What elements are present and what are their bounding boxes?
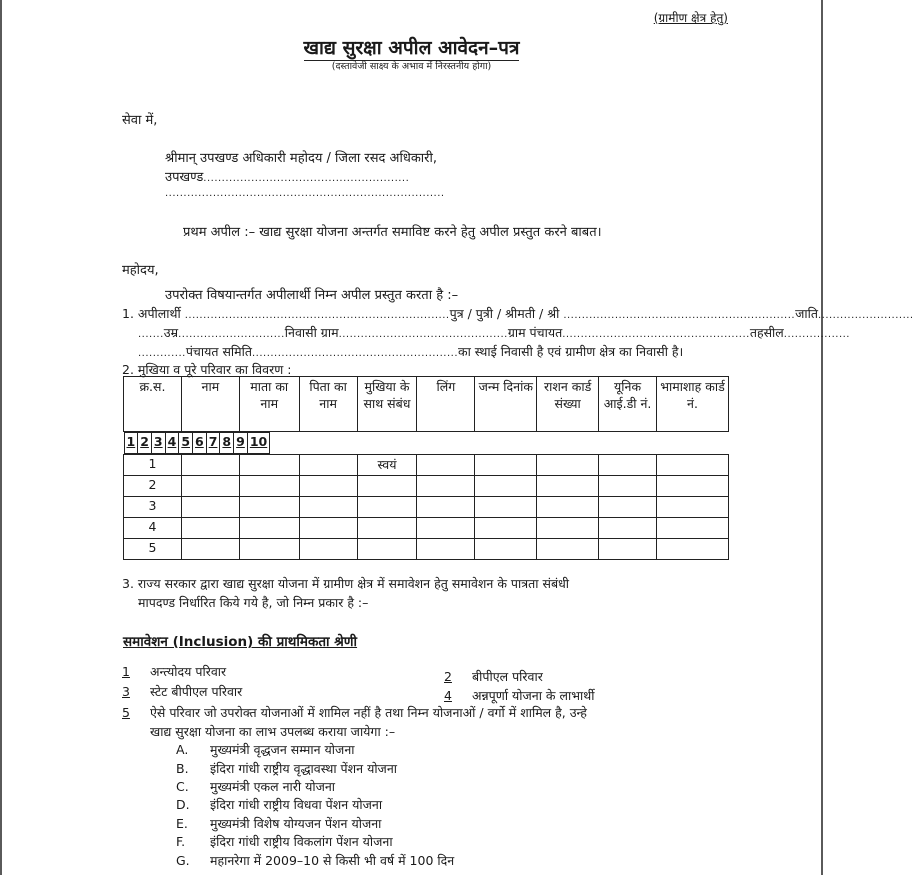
applicant-name-field[interactable]: ........................................................................	[184, 310, 450, 321]
row-serial: 5	[124, 539, 182, 560]
relation-label: पुत्र / पुत्री / श्रीमती / श्री	[449, 306, 560, 321]
table-cell[interactable]	[299, 497, 357, 518]
table-cell[interactable]	[599, 539, 657, 560]
relation-cell[interactable]	[357, 539, 417, 560]
table-cell[interactable]	[181, 497, 239, 518]
scheme-e	[176, 815, 381, 832]
scheme-key: F.	[176, 834, 186, 849]
table-cell[interactable]	[239, 497, 299, 518]
applicant-label: 1. अपीलार्थी	[122, 306, 181, 321]
column-number: 4	[165, 433, 179, 454]
column-number: 9	[234, 433, 248, 454]
scheme-f	[176, 833, 393, 850]
table-header-row	[124, 377, 729, 432]
table-cell[interactable]	[657, 476, 729, 497]
criteria-line-2: मापदण्ड निर्धारित किये गये है, जो निम्न प्रकार है :–	[138, 595, 369, 610]
column-number: 6	[193, 433, 207, 454]
item-text: बीपीएल परिवार	[472, 669, 543, 684]
col-header: क्र.स.	[124, 377, 182, 432]
table-cell[interactable]	[475, 539, 537, 560]
col-header: लिंग	[417, 377, 475, 432]
table-cell[interactable]	[417, 518, 475, 539]
scheme-g	[176, 852, 454, 869]
gram-panchayat-label: ग्राम पंचायत	[507, 325, 563, 340]
column-number: 8	[220, 433, 234, 454]
table-cell[interactable]	[475, 518, 537, 539]
column-number: 7	[206, 433, 220, 454]
inclusion-item-3	[122, 683, 242, 700]
item-text: स्टेट बीपीएल परिवार	[150, 684, 243, 699]
village-label: निवासी ग्राम	[284, 325, 339, 340]
table-cell[interactable]	[657, 497, 729, 518]
family-details-table	[123, 376, 729, 560]
col-header: नाम	[181, 377, 239, 432]
table-cell[interactable]	[537, 455, 599, 476]
address-subdivision	[165, 167, 409, 185]
item-text: ऐसे परिवार जो उपरोक्त योजनाओं में शामिल नहीं है तथा निम्न योजनाओं / वर्गो में शामिल है, उन्हे	[150, 705, 587, 720]
col-header: राशन कार्ड संख्या	[537, 377, 599, 432]
table-cell[interactable]	[417, 455, 475, 476]
scheme-key: E.	[176, 816, 188, 831]
inclusion-item-2	[444, 668, 543, 685]
scheme-text: मुख्यमंत्री एकल नारी योजना	[210, 779, 336, 794]
table-cell[interactable]	[239, 476, 299, 497]
inclusion-heading: समावेशन (Inclusion) की प्राथमिकता श्रेणी	[123, 634, 358, 650]
gram-panchayat-field[interactable]: ...................................................	[562, 329, 750, 340]
relation-cell[interactable]	[357, 497, 417, 518]
table-cell[interactable]	[417, 539, 475, 560]
table-cell[interactable]	[657, 539, 729, 560]
table-cell[interactable]	[299, 539, 357, 560]
address-line-field[interactable]: ............................................................................	[165, 188, 445, 199]
column-number: 2	[138, 433, 152, 454]
table-cell[interactable]	[239, 455, 299, 476]
applicant-line-2	[138, 324, 850, 341]
table-cell[interactable]	[299, 476, 357, 497]
scheme-b	[176, 760, 397, 777]
scheme-text: मुख्यमंत्री वृद्धजन सम्मान योजना	[210, 742, 355, 757]
area-tag: (ग्रामीण क्षेत्र हेतु)	[653, 11, 728, 25]
caste-label: जाति	[795, 306, 818, 321]
table-cell[interactable]	[657, 518, 729, 539]
row-serial: 3	[124, 497, 182, 518]
form-title-text: खाद्य सुरक्षा अपील आवेदन–पत्र	[303, 37, 520, 59]
table-row	[124, 497, 729, 518]
scheme-key: D.	[176, 797, 190, 812]
item-number: 1	[122, 664, 130, 679]
panchayat-samiti-prefix-dots: .............	[138, 348, 186, 359]
relation-cell[interactable]: स्वयं	[357, 455, 417, 476]
table-cell[interactable]	[475, 497, 537, 518]
table-cell[interactable]	[239, 518, 299, 539]
salutation: महोदय,	[122, 263, 159, 278]
panchayat-samiti-field[interactable]: ........................................................	[251, 348, 458, 359]
table-cell[interactable]	[475, 476, 537, 497]
village-field[interactable]: ..............................................	[338, 329, 508, 340]
table-cell[interactable]	[181, 539, 239, 560]
scheme-text: मुख्यमंत्री विशेष योग्यजन पेंशन योजना	[210, 816, 382, 831]
table-cell[interactable]	[599, 497, 657, 518]
table-cell[interactable]	[417, 497, 475, 518]
criteria-line-1: 3. राज्य सरकार द्वारा खाद्य सुरक्षा योजना में ग्रामीण क्षेत्र में समावेशन हेतु समावेशन के पात्रता संबंधी	[122, 576, 570, 591]
scheme-d	[176, 796, 382, 813]
row-serial: 1	[124, 455, 182, 476]
column-number: 1	[124, 433, 138, 454]
table-cell[interactable]	[239, 539, 299, 560]
applicant-line-1	[122, 305, 914, 322]
col-header: मुखिया के साथ संबंध	[357, 377, 417, 432]
scheme-key: B.	[176, 761, 189, 776]
scheme-a	[176, 741, 355, 758]
table-cell[interactable]	[599, 455, 657, 476]
relation-cell[interactable]	[357, 476, 417, 497]
column-number: 10	[247, 433, 269, 454]
col-header: यूनिक आई.डी नं.	[599, 377, 657, 432]
table-row	[124, 518, 729, 539]
subdivision-label: उपखण्ड	[165, 170, 204, 185]
age-field[interactable]: .............................	[178, 329, 285, 340]
table-cell[interactable]	[599, 518, 657, 539]
parent-name-field[interactable]: ...............................................................	[563, 310, 796, 321]
family-details-label: 2. मुखिया व पूरे परिवार का विवरण :	[122, 362, 292, 377]
col-header: माता का नाम	[239, 377, 299, 432]
scheme-text: इंदिरा गांधी राष्ट्रीय विकलांग पेंशन योजना	[210, 834, 393, 849]
scheme-key: C.	[176, 779, 189, 794]
scheme-text: इंदिरा गांधी राष्ट्रीय वृद्धावस्था पेंशन योजना	[210, 761, 398, 776]
relation-cell[interactable]	[357, 518, 417, 539]
table-row	[124, 476, 729, 497]
address-officer: श्रीमान् उपखण्ड अधिकारी महोदय / जिला रसद अधिकारी,	[165, 151, 437, 166]
table-cell[interactable]	[537, 476, 599, 497]
resident-statement: का स्थाई निवासी है एवं ग्रामीण क्षेत्र का निवासी है।	[458, 344, 684, 359]
item-number: 3	[122, 684, 130, 699]
scheme-key: A.	[176, 742, 189, 757]
subject-line: प्रथम अपील :– खाद्य सुरक्षा योजना अन्तर्गत समाविष्ट करने हेतु अपील प्रस्तुत करने बाबत।	[183, 225, 602, 240]
table-cell[interactable]	[181, 518, 239, 539]
item-number: 5	[122, 705, 130, 720]
intro-line: उपरोक्त विषयान्तर्गत अपीलार्थी निम्न अपील प्रस्तुत करता है :–	[165, 288, 459, 303]
column-number: 5	[179, 433, 193, 454]
scheme-text: महानरेगा में 2009–10 से किसी भी वर्ष में 100 दिन	[210, 853, 455, 868]
tehsil-field[interactable]: ..................	[783, 329, 850, 340]
scheme-text: इंदिरा गांधी राष्ट्रीय विधवा पेंशन योजना	[210, 797, 383, 812]
table-row	[124, 539, 729, 560]
table-cell[interactable]	[599, 476, 657, 497]
table-cell[interactable]	[181, 455, 239, 476]
col-header: पिता का नाम	[299, 377, 357, 432]
inclusion-item-5-cont: खाद्य सुरक्षा योजना का लाभ उपलब्ध कराया जायेगा :–	[150, 724, 396, 739]
column-number-row	[124, 432, 152, 454]
table-cell[interactable]	[417, 476, 475, 497]
inclusion-item-1	[122, 663, 226, 680]
item-text: अन्नपूर्णा योजना के लाभार्थी	[472, 688, 595, 703]
address-to: सेवा में,	[122, 113, 158, 128]
tehsil-label: तहसील	[749, 325, 784, 340]
scheme-key: G.	[176, 853, 190, 868]
applicant-line-3	[138, 343, 683, 360]
table-cell[interactable]	[657, 455, 729, 476]
panchayat-samiti-label: पंचायत समिति	[185, 344, 252, 359]
table-row	[124, 455, 729, 476]
form-title	[0, 34, 823, 60]
column-number: 3	[151, 433, 165, 454]
item-number: 2	[444, 669, 452, 684]
table-cell[interactable]	[299, 455, 357, 476]
table-cell[interactable]	[475, 455, 537, 476]
subdivision-field[interactable]: ........................................................	[203, 173, 410, 184]
age-label: उम्र	[163, 325, 179, 340]
caste-field[interactable]: ..........................	[817, 310, 914, 321]
form-subtitle: (दस्तावेजी साक्ष्य के अभाव में निरस्तनीय होगा)	[331, 61, 492, 72]
scheme-c	[176, 778, 335, 795]
row-serial: 2	[124, 476, 182, 497]
table-cell[interactable]	[299, 518, 357, 539]
age-prefix-dots: .......	[138, 329, 164, 340]
table-cell[interactable]	[537, 497, 599, 518]
col-header: जन्म दिनांक	[475, 377, 537, 432]
table-cell[interactable]	[537, 518, 599, 539]
inclusion-item-5	[122, 704, 587, 721]
table-cell[interactable]	[537, 539, 599, 560]
item-number: 4	[444, 688, 452, 703]
inclusion-item-4	[444, 687, 594, 704]
table-cell[interactable]	[181, 476, 239, 497]
row-serial: 4	[124, 518, 182, 539]
col-header: भामाशाह कार्ड नं.	[657, 377, 729, 432]
item-text: अन्त्योदय परिवार	[150, 664, 227, 679]
